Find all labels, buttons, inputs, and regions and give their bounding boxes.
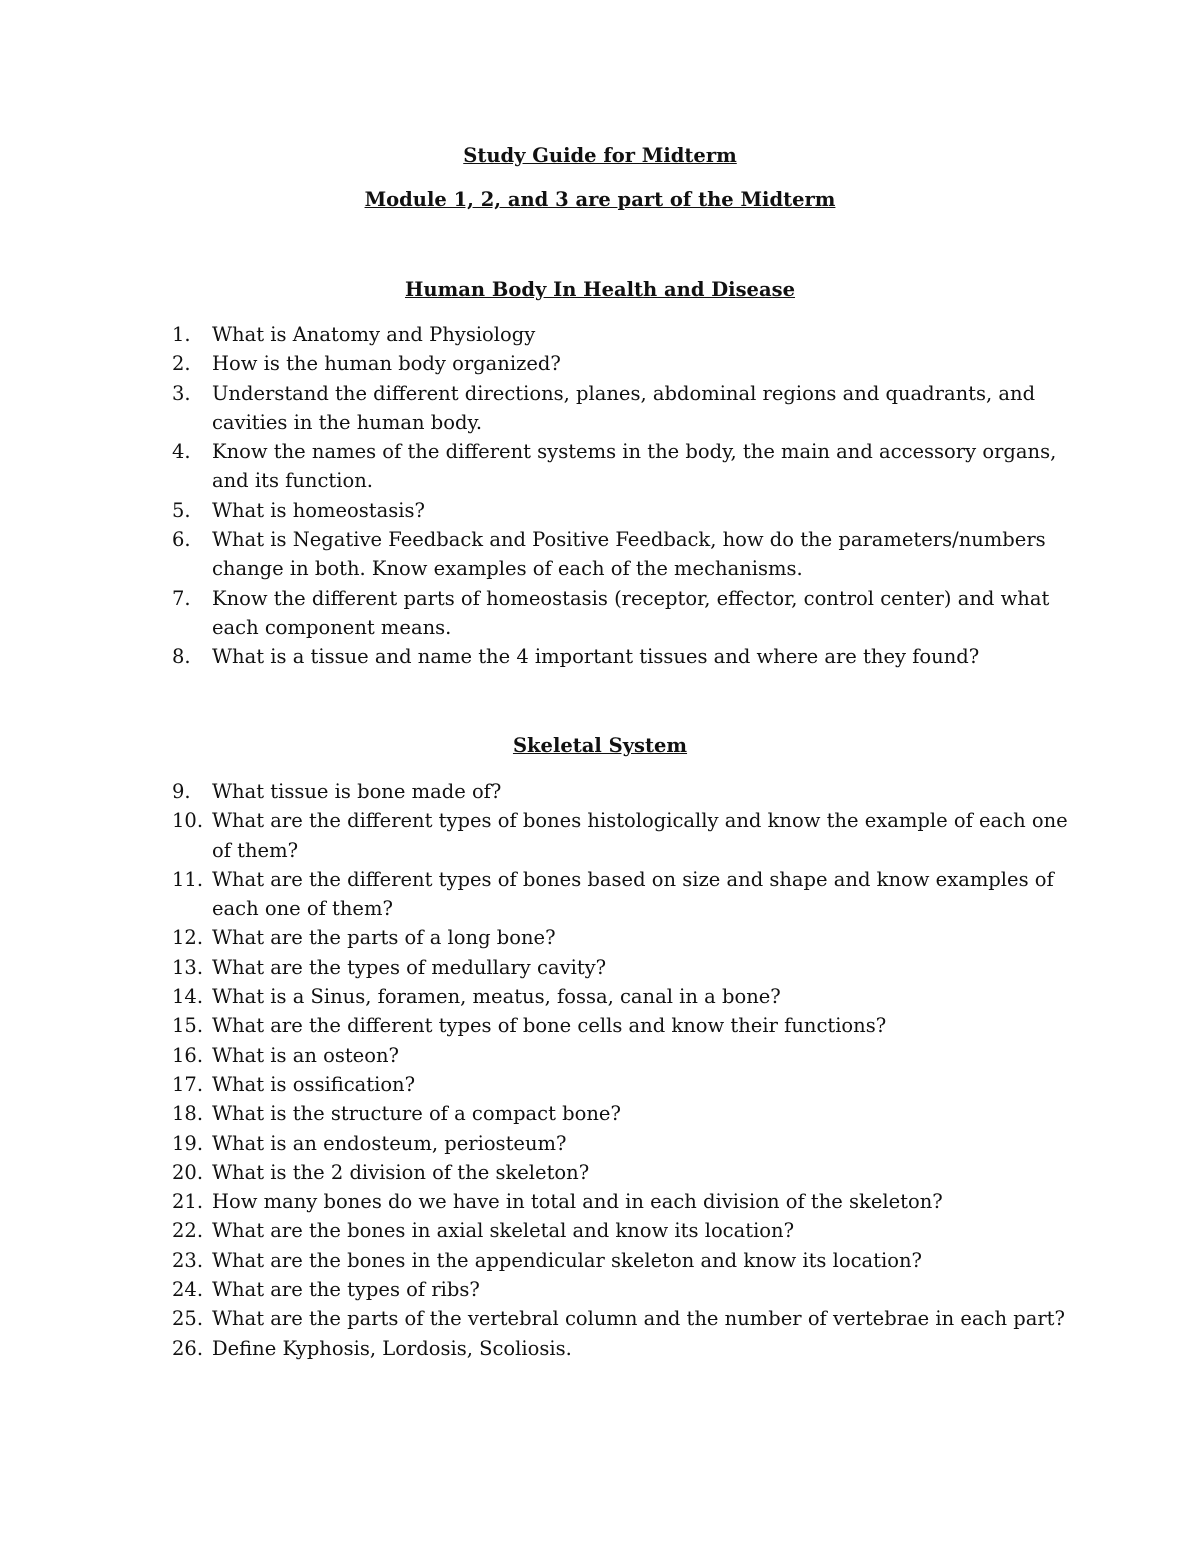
question-number: 25. <box>172 1307 204 1331</box>
question-text: How many bones do we have in total and in each division of the skeleton? <box>212 1190 943 1214</box>
question-list-human-body <box>172 320 1072 672</box>
question-text: Understand the different directions, planes, abdominal regions and quadrants, and cavities in the human body. <box>212 381 1036 434</box>
question-number: 19. <box>172 1131 204 1155</box>
question-text: Define Kyphosis, Lordosis, Scoliosis. <box>212 1336 572 1360</box>
question-text: How is the human body organized? <box>212 352 561 376</box>
question-number: 13. <box>172 955 204 979</box>
question-text: What is Negative Feedback and Positive Feedback, how do the parameters/numbers change in both. Know examples of each of the mechanisms. <box>212 528 1046 581</box>
question-number: 12. <box>172 926 204 950</box>
question-number: 10. <box>172 809 204 833</box>
list-item <box>172 1216 1072 1245</box>
question-text: What is an endosteum, periosteum? <box>212 1131 567 1155</box>
document-title: Study Guide for Midterm <box>463 144 737 167</box>
question-text: Know the different parts of homeostasis (receptor, effector, control center) and what each component means. <box>212 586 1050 639</box>
list-item <box>172 379 1072 438</box>
list-item <box>172 865 1072 924</box>
question-text: What are the different types of bones based on size and shape and know examples of each one of them? <box>212 867 1054 921</box>
list-item <box>172 584 1072 643</box>
list-item <box>172 1275 1072 1304</box>
list-item <box>172 437 1072 496</box>
question-text: What are the types of medullary cavity? <box>212 955 607 979</box>
list-item <box>172 953 1072 982</box>
question-text: What are the bones in the appendicular skeleton and know its location? <box>212 1248 922 1272</box>
list-item <box>172 806 1072 865</box>
question-text: What is homeostasis? <box>212 498 425 522</box>
list-item <box>172 320 1072 349</box>
list-item <box>172 1304 1072 1333</box>
question-text: Know the names of the different systems in the body, the main and accessory organs, and its function. <box>212 440 1057 493</box>
list-item <box>172 777 1072 806</box>
list-item <box>172 1011 1072 1040</box>
question-text: What is a Sinus, foramen, meatus, fossa, canal in a bone? <box>212 985 781 1009</box>
question-text: What is Anatomy and Physiology <box>212 323 536 346</box>
list-item <box>172 496 1072 525</box>
list-item <box>172 642 1072 671</box>
question-text: What is the structure of a compact bone? <box>212 1102 621 1126</box>
question-number: 8. <box>172 645 191 669</box>
question-number: 6. <box>172 528 191 552</box>
question-number: 17. <box>172 1072 204 1096</box>
question-number: 3. <box>172 381 191 405</box>
question-text: What are the parts of the vertebral column and the number of vertebrae in each part? <box>212 1307 1065 1331</box>
question-number: 18. <box>172 1102 204 1126</box>
question-number: 1. <box>172 323 191 346</box>
question-text: What are the different types of bones histologically and know the example of each one of them? <box>212 809 1068 862</box>
question-number: 15. <box>172 1014 204 1038</box>
list-item <box>172 349 1072 378</box>
document-subtitle: Module 1, 2, and 3 are part of the Midterm <box>364 188 836 211</box>
list-item <box>172 1070 1072 1099</box>
list-item <box>172 923 1072 952</box>
list-item <box>172 1187 1072 1216</box>
question-number: 5. <box>172 498 191 522</box>
question-number: 9. <box>172 780 191 803</box>
question-number: 14. <box>172 985 204 1009</box>
question-text: What is an osteon? <box>212 1043 399 1067</box>
list-item <box>172 1158 1072 1187</box>
question-text: What are the parts of a long bone? <box>212 926 556 950</box>
question-number: 2. <box>172 352 191 376</box>
question-number: 16. <box>172 1043 204 1067</box>
question-number: 11. <box>172 867 204 891</box>
question-number: 26. <box>172 1336 204 1360</box>
question-text: What are the bones in axial skeletal and know its location? <box>212 1219 795 1243</box>
question-number: 20. <box>172 1160 204 1184</box>
question-text: What is ossification? <box>212 1072 416 1096</box>
question-number: 22. <box>172 1219 204 1243</box>
section-heading-human-body: Human Body In Health and Disease <box>405 278 795 301</box>
question-text: What tissue is bone made of? <box>212 780 502 803</box>
list-item <box>172 982 1072 1011</box>
list-item <box>172 1099 1072 1128</box>
list-item <box>172 525 1072 584</box>
question-text: What is the 2 division of the skeleton? <box>212 1160 590 1184</box>
list-item <box>172 1129 1072 1158</box>
question-number: 24. <box>172 1278 204 1302</box>
list-item <box>172 1334 1072 1363</box>
question-list-skeletal-system <box>172 777 1072 1363</box>
list-item <box>172 1041 1072 1070</box>
question-text: What is a tissue and name the 4 important tissues and where are they found? <box>212 645 980 669</box>
section-heading-skeletal-system: Skeletal System <box>512 734 688 757</box>
question-number: 4. <box>172 440 191 464</box>
question-text: What are the types of ribs? <box>212 1278 480 1302</box>
list-item <box>172 1246 1072 1275</box>
question-number: 21. <box>172 1190 204 1214</box>
question-number: 7. <box>172 586 191 610</box>
question-number: 23. <box>172 1248 204 1272</box>
question-text: What are the different types of bone cells and know their functions? <box>212 1014 887 1038</box>
